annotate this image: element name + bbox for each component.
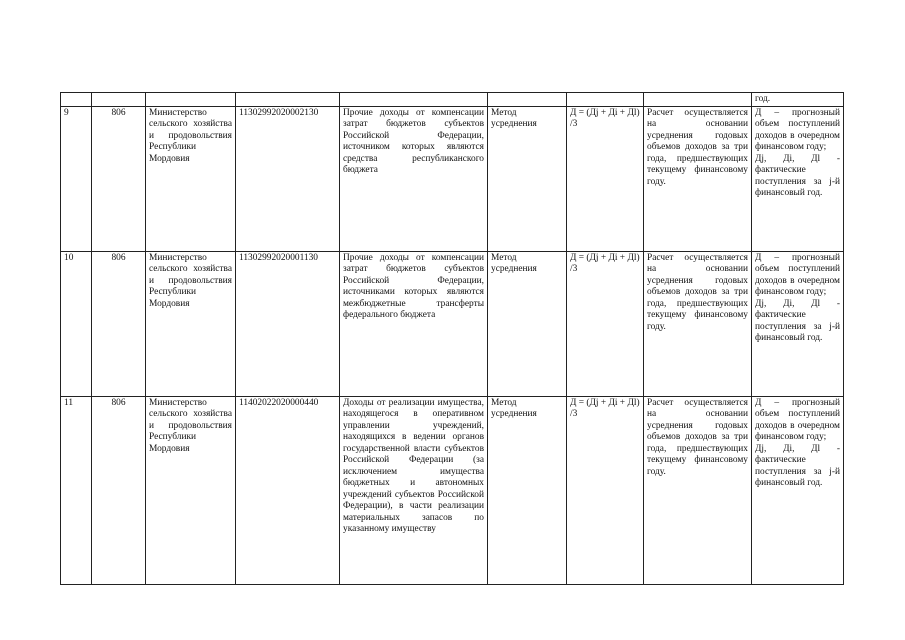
cell-notes: год.: [752, 93, 844, 107]
cell-ministry: Министерство сельского хозяйства и продовольствия Республики Мордовия: [146, 251, 236, 396]
cell-num: 11: [61, 396, 92, 584]
cell-num: 9: [61, 106, 92, 251]
cell-admin-code: [92, 93, 146, 107]
cell-description: Прочие доходы от компенсации затрат бюджетов субъектов Российской Федерации, источником которых являются средства республиканского бюджета: [340, 106, 488, 251]
cell-ministry: Министерство сельского хозяйства и продовольствия Республики Мордовия: [146, 106, 236, 251]
cell-formula: Д = (Дj + Дi + Дl) /3: [567, 396, 644, 584]
table-row: [61, 396, 844, 584]
table-row-continuation: [61, 93, 844, 107]
cell-notes: Д – прогнозный объем поступлений доходов в очередном финансовом году; Дj, Дi, Дl - фактические поступления за j-й финансовый год.: [752, 251, 844, 396]
income-forecast-table: [60, 92, 844, 585]
table-row: [61, 106, 844, 251]
cell-notes: Д – прогнозный объем поступлений доходов в очередном финансовом году; Дj, Дi, Дl - фактические поступления за j-й финансовый год.: [752, 396, 844, 584]
cell-ministry: Министерство сельского хозяйства и продовольствия Республики Мордовия: [146, 396, 236, 584]
cell-method: [488, 93, 567, 107]
cell-formula: [567, 93, 644, 107]
cell-num: [61, 93, 92, 107]
cell-method: Метод усреднения: [488, 106, 567, 251]
table-row: [61, 251, 844, 396]
cell-kbk: 11302992020001130: [236, 251, 340, 396]
cell-kbk: [236, 93, 340, 107]
cell-description: Прочие доходы от компенсации затрат бюджетов субъектов Российской Федерации, источниками которых являются межбюджетные трансферты федерального бюджета: [340, 251, 488, 396]
cell-calculation: Расчет осуществляется на основании усреднения годовых объемов доходов за три года, предшествующих текущему финансовому году.: [644, 396, 752, 584]
cell-method: Метод усреднения: [488, 251, 567, 396]
cell-formula: Д = (Дj + Дi + Дl) /3: [567, 106, 644, 251]
cell-description: Доходы от реализации имущества, находящегося в оперативном управлении учреждений, находящихся в ведении органов государственной власти субъектов Российской Федерации (за исключением имущества бюджетных и автономных учреждений субъектов Российской Федерации), в части реализации материальных запасов по указанному имуществу: [340, 396, 488, 584]
cell-kbk: 11402022020000440: [236, 396, 340, 584]
cell-kbk: 11302992020002130: [236, 106, 340, 251]
cell-description: [340, 93, 488, 107]
cell-calculation: Расчет осуществляется на основании усреднения годовых объемов доходов за три года, предшествующих текущему финансовому году.: [644, 251, 752, 396]
cell-ministry: [146, 93, 236, 107]
cell-admin-code: 806: [92, 106, 146, 251]
cell-notes: Д – прогнозный объем поступлений доходов в очередном финансовом году; Дj, Дi, Дl - фактические поступления за j-й финансовый год.: [752, 106, 844, 251]
cell-formula: Д = (Дj + Дi + Дl) /3: [567, 251, 644, 396]
cell-num: 10: [61, 251, 92, 396]
cell-calculation: [644, 93, 752, 107]
cell-admin-code: 806: [92, 396, 146, 584]
cell-admin-code: 806: [92, 251, 146, 396]
cell-calculation: Расчет осуществляется на основании усреднения годовых объемов доходов за три года, предшествующих текущему финансовому году.: [644, 106, 752, 251]
cell-method: Метод усреднения: [488, 396, 567, 584]
